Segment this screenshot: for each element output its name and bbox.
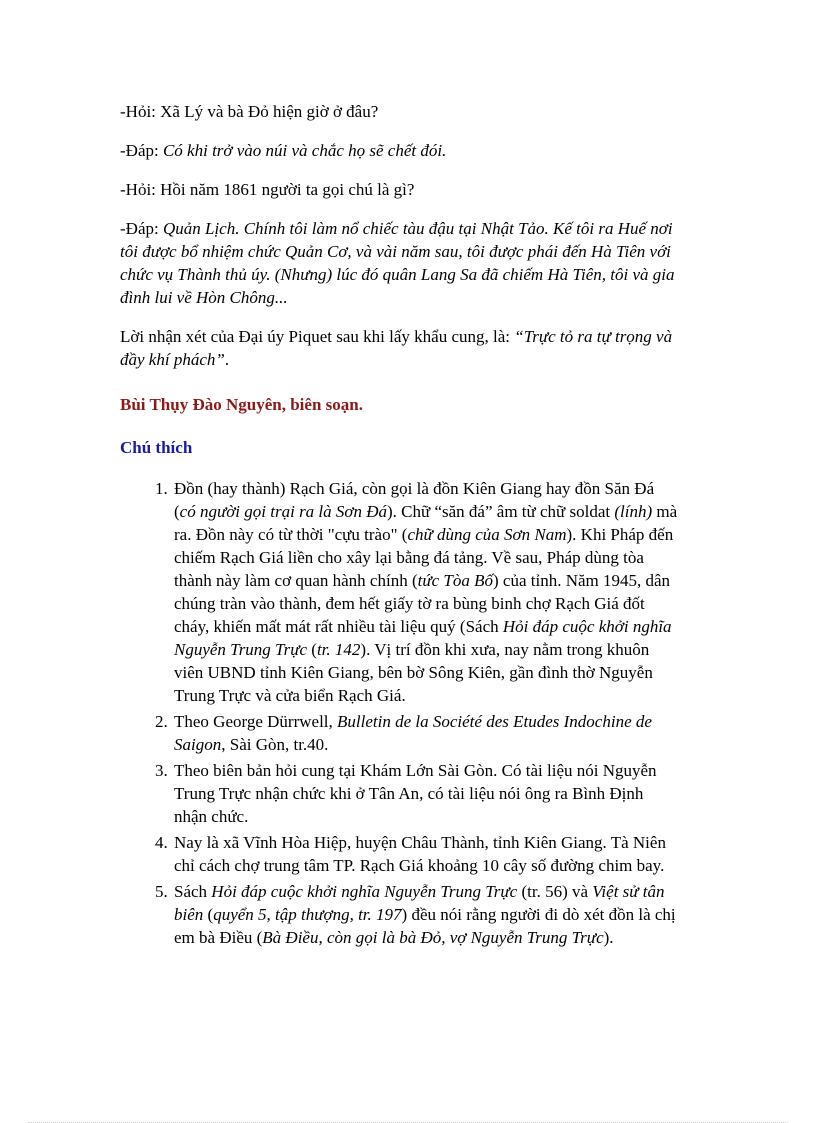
note-item-4: 4. Nay là xã Vĩnh Hòa Hiệp, huyện Châu Thành, tỉnh Kiên Giang. Tà Niên chỉ cách chợ trung tâm TP. Rạch Giá khoảng 10 cây số đường chim bay. <box>172 831 680 877</box>
note-item-1: 1. Đồn (hay thành) Rạch Giá, còn gọi là đồn Kiên Giang hay đồn Săn Đá (có người gọi trại ra là Sơn Đá). Chữ “săn đá” âm từ chữ soldat (lính) mà ra. Đồn này có từ thời "cựu trào" (chữ dùng của Sơn Nam). Khi Pháp đến chiếm Rạch Giá liền cho xây lại bằng đá tảng. Về sau, Pháp dùng tòa thành này làm cơ quan hành chính (tức Tòa Bố) của tỉnh. Năm 1945, dân chúng tràn vào thành, đem hết giấy tờ ra bùng binh chợ Rạch Giá đốt cháy, khiến mất mát rất nhiều tài liệu quý (Sách Hỏi đáp cuộc khởi nghĩa Nguyễn Trung Trực (tr. 142). Vị trí đồn khi xưa, nay nằm trong khuôn viên UBND tỉnh Kiên Giang, bên bờ Sông Kiên, gần đình thờ Nguyễn Trung Trực và cửa biển Rạch Giá. <box>172 477 680 707</box>
notes-list <box>120 477 680 949</box>
piquet-remark: Lời nhận xét của Đại úy Piquet sau khi lấy khẩu cung, là: “Trực tỏ ra tự trọng và đầy khí phách”. <box>120 327 673 369</box>
note-item-5: 5. Sách Hỏi đáp cuộc khởi nghĩa Nguyễn Trung Trực (tr. 56) và Việt sử tân biên (quyển 5, tập thượng, tr. 197) đều nói rằng người đi dò xét đồn là chị em bà Điều (Bà Điều, còn gọi là bà Đỏ, vợ Nguyễn Trung Trực). <box>172 880 680 949</box>
notes-heading: Chú thích <box>120 438 193 457</box>
note-item-2: 2. Theo George Dürrwell, Bulletin de la Société des Etudes Indochine de Saigon, Sài Gòn, tr.40. <box>172 710 680 756</box>
document-body <box>120 100 680 952</box>
note-item-3: 3. Theo biên bản hỏi cung tại Khám Lớn Sài Gòn. Có tài liệu nói Nguyễn Trung Trực nhận chức khi ở Tân An, có tài liệu nói ông ra Bình Định nhận chức. <box>172 759 680 828</box>
interrogation-question-1: -Hỏi: Xã Lý và bà Đỏ hiện giờ ở đâu? <box>120 102 379 121</box>
interrogation-question-2: -Hỏi: Hồi năm 1861 người ta gọi chú là gì? <box>120 180 415 199</box>
interrogation-answer-2: -Đáp: Quản Lịch. Chính tôi làm nổ chiếc tàu đậu tại Nhật Tảo. Kế tôi ra Huế nơi tôi được bổ nhiệm chức Quản Cơ, và vài năm sau, tôi được phái đến Hà Tiên với chức vụ Thành thủ úy. (Nhưng) lúc đó quân Lang Sa đã chiếm Hà Tiên, tôi và gia đình lui về Hòn Chông... <box>120 219 675 307</box>
author-credit: Bùi Thụy Đào Nguyên, biên soạn. <box>120 395 363 414</box>
interrogation-answer-1: -Đáp: Có khi trở vào núi và chắc họ sẽ chết đói. <box>120 141 447 160</box>
